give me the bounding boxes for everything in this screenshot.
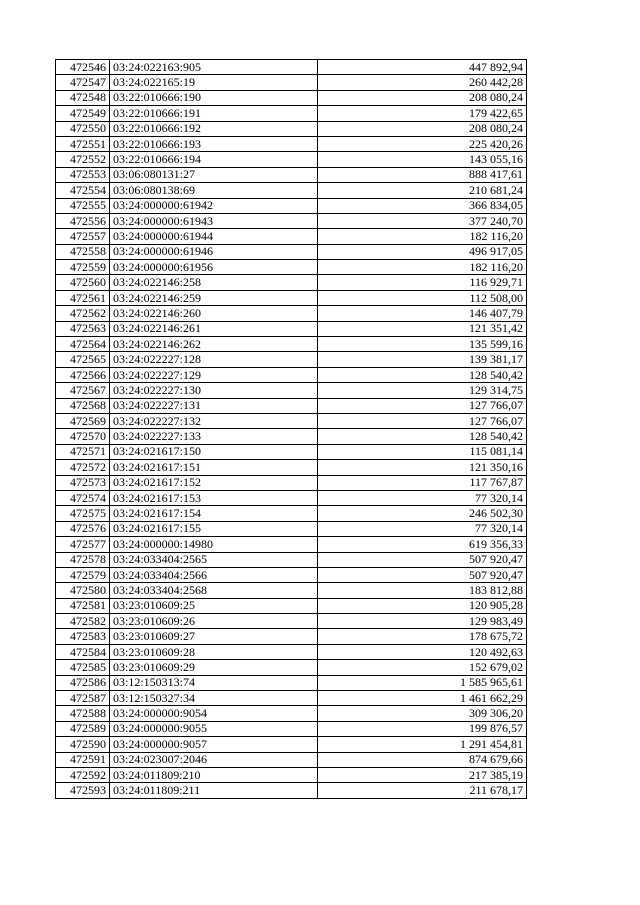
cadastral-value-cell: 146 407,79 [318,306,527,321]
row-number-cell: 472582 [56,614,110,629]
table-row [56,644,527,659]
table-row [56,444,527,459]
cadastral-number-cell: 03:24:023007:2046 [110,752,318,767]
row-number-cell: 472556 [56,213,110,228]
row-number-cell: 472586 [56,675,110,690]
table-row [56,475,527,490]
row-number-cell: 472554 [56,183,110,198]
row-number-cell: 472562 [56,306,110,321]
cadastral-number-cell: 03:22:010666:192 [110,121,318,136]
cadastral-value-cell: 208 080,24 [318,90,527,105]
cadastral-number-cell: 03:24:022146:258 [110,275,318,290]
row-number-cell: 472565 [56,352,110,367]
cadastral-value-cell: 309 306,20 [318,706,527,721]
cadastral-value-cell: 210 681,24 [318,183,527,198]
row-number-cell: 472564 [56,337,110,352]
cadastral-number-cell: 03:24:000000:61943 [110,213,318,228]
cadastral-value-cell: 496 917,05 [318,244,527,259]
cadastral-number-cell: 03:24:021617:151 [110,460,318,475]
cadastral-value-cell: 121 351,42 [318,321,527,336]
table-row [56,552,527,567]
cadastral-number-cell: 03:24:033404:2568 [110,583,318,598]
cadastral-number-cell: 03:23:010609:28 [110,644,318,659]
cadastral-number-cell: 03:23:010609:27 [110,629,318,644]
cadastral-value-cell: 135 599,16 [318,337,527,352]
cadastral-value-cell: 112 508,00 [318,290,527,305]
row-number-cell: 472584 [56,644,110,659]
cadastral-value-cell: 129 983,49 [318,614,527,629]
row-number-cell: 472593 [56,783,110,798]
cadastral-number-cell: 03:24:021617:154 [110,506,318,521]
cadastral-number-cell: 03:22:010666:193 [110,136,318,151]
cadastral-value-cell: 115 081,14 [318,444,527,459]
table-row [56,60,527,75]
cadastral-number-cell: 03:24:022146:259 [110,290,318,305]
row-number-cell: 472590 [56,737,110,752]
cadastral-value-table [55,59,527,799]
table-row [56,275,527,290]
cadastral-number-cell: 03:06:080131:27 [110,167,318,182]
row-number-cell: 472563 [56,321,110,336]
cadastral-value-cell: 152 679,02 [318,660,527,675]
row-number-cell: 472576 [56,521,110,536]
row-number-cell: 472588 [56,706,110,721]
cadastral-value-cell: 1 291 454,81 [318,737,527,752]
table-row [56,460,527,475]
row-number-cell: 472555 [56,198,110,213]
table-row [56,183,527,198]
table-row [56,121,527,136]
row-number-cell: 472559 [56,260,110,275]
cadastral-number-cell: 03:24:021617:155 [110,521,318,536]
table-row [56,106,527,121]
table-row [56,244,527,259]
cadastral-value-cell: 127 766,07 [318,413,527,428]
cadastral-number-cell: 03:24:033404:2565 [110,552,318,567]
cadastral-value-cell: 874 679,66 [318,752,527,767]
cadastral-number-cell: 03:24:021617:152 [110,475,318,490]
row-number-cell: 472551 [56,136,110,151]
cadastral-number-cell: 03:24:011809:211 [110,783,318,798]
cadastral-value-cell: 182 116,20 [318,229,527,244]
cadastral-value-cell: 888 417,61 [318,167,527,182]
table-row [56,352,527,367]
cadastral-number-cell: 03:24:000000:61946 [110,244,318,259]
cadastral-value-cell: 447 892,94 [318,60,527,75]
row-number-cell: 472560 [56,275,110,290]
row-number-cell: 472574 [56,490,110,505]
cadastral-value-cell: 120 905,28 [318,598,527,613]
cadastral-value-cell: 260 442,28 [318,75,527,90]
table-row [56,398,527,413]
cadastral-number-cell: 03:24:000000:9057 [110,737,318,752]
table-row [56,413,527,428]
cadastral-value-cell: 1 461 662,29 [318,691,527,706]
row-number-cell: 472583 [56,629,110,644]
row-number-cell: 472580 [56,583,110,598]
cadastral-value-cell: 246 502,30 [318,506,527,521]
cadastral-number-cell: 03:24:022227:131 [110,398,318,413]
cadastral-number-cell: 03:24:000000:61942 [110,198,318,213]
cadastral-value-cell: 179 422,65 [318,106,527,121]
table-row [56,90,527,105]
row-number-cell: 472566 [56,367,110,382]
table-row [56,783,527,798]
row-number-cell: 472592 [56,767,110,782]
row-number-cell: 472589 [56,721,110,736]
table-row [56,706,527,721]
cadastral-number-cell: 03:24:000000:61956 [110,260,318,275]
cadastral-number-cell: 03:24:021617:150 [110,444,318,459]
cadastral-number-cell: 03:12:150327:34 [110,691,318,706]
row-number-cell: 472561 [56,290,110,305]
cadastral-value-cell: 128 540,42 [318,429,527,444]
cadastral-value-cell: 128 540,42 [318,367,527,382]
cadastral-value-cell: 178 675,72 [318,629,527,644]
table-row [56,614,527,629]
cadastral-number-cell: 03:24:000000:14980 [110,537,318,552]
row-number-cell: 472570 [56,429,110,444]
table-row [56,675,527,690]
cadastral-value-cell: 507 920,47 [318,552,527,567]
table-row [56,321,527,336]
cadastral-number-cell: 03:24:000000:9055 [110,721,318,736]
cadastral-number-cell: 03:23:010609:25 [110,598,318,613]
table-row [56,383,527,398]
cadastral-number-cell: 03:06:080138:69 [110,183,318,198]
row-number-cell: 472573 [56,475,110,490]
cadastral-number-cell: 03:24:022227:133 [110,429,318,444]
cadastral-value-cell: 127 766,07 [318,398,527,413]
cadastral-number-cell: 03:24:011809:210 [110,767,318,782]
cadastral-value-cell: 225 420,26 [318,136,527,151]
table-row [56,691,527,706]
table-row [56,490,527,505]
table-row [56,767,527,782]
cadastral-value-cell: 121 350,16 [318,460,527,475]
row-number-cell: 472581 [56,598,110,613]
table-row [56,537,527,552]
cadastral-number-cell: 03:24:033404:2566 [110,567,318,582]
row-number-cell: 472557 [56,229,110,244]
row-number-cell: 472575 [56,506,110,521]
row-number-cell: 472548 [56,90,110,105]
cadastral-value-cell: 139 381,17 [318,352,527,367]
cadastral-value-cell: 211 678,17 [318,783,527,798]
table-row [56,136,527,151]
row-number-cell: 472591 [56,752,110,767]
cadastral-value-cell: 208 080,24 [318,121,527,136]
table-body [56,60,527,799]
table-row [56,752,527,767]
row-number-cell: 472550 [56,121,110,136]
table-row [56,598,527,613]
table-row [56,290,527,305]
cadastral-number-cell: 03:24:022163:905 [110,60,318,75]
cadastral-number-cell: 03:24:022146:262 [110,337,318,352]
cadastral-value-cell: 120 492,63 [318,644,527,659]
row-number-cell: 472553 [56,167,110,182]
cadastral-value-cell: 117 767,87 [318,475,527,490]
row-number-cell: 472568 [56,398,110,413]
cadastral-number-cell: 03:24:022165:19 [110,75,318,90]
row-number-cell: 472587 [56,691,110,706]
cadastral-number-cell: 03:24:000000:9054 [110,706,318,721]
row-number-cell: 472547 [56,75,110,90]
cadastral-number-cell: 03:22:010666:191 [110,106,318,121]
cadastral-value-cell: 116 929,71 [318,275,527,290]
table-row [56,660,527,675]
table-row [56,152,527,167]
table-row [56,737,527,752]
cadastral-number-cell: 03:23:010609:26 [110,614,318,629]
cadastral-number-cell: 03:24:022146:260 [110,306,318,321]
cadastral-value-cell: 1 585 965,61 [318,675,527,690]
table-row [56,429,527,444]
cadastral-number-cell: 03:24:000000:61944 [110,229,318,244]
table-row [56,629,527,644]
cadastral-value-cell: 77 320,14 [318,521,527,536]
cadastral-value-cell: 377 240,70 [318,213,527,228]
cadastral-value-cell: 143 055,16 [318,152,527,167]
table-row [56,213,527,228]
cadastral-value-cell: 199 876,57 [318,721,527,736]
cadastral-value-cell: 77 320,14 [318,490,527,505]
cadastral-number-cell: 03:24:022146:261 [110,321,318,336]
table-row [56,167,527,182]
row-number-cell: 472585 [56,660,110,675]
table-row [56,75,527,90]
cadastral-number-cell: 03:23:010609:29 [110,660,318,675]
cadastral-value-cell: 217 385,19 [318,767,527,782]
table-row [56,506,527,521]
table-row [56,260,527,275]
row-number-cell: 472578 [56,552,110,567]
cadastral-number-cell: 03:22:010666:190 [110,90,318,105]
row-number-cell: 472546 [56,60,110,75]
row-number-cell: 472558 [56,244,110,259]
cadastral-value-cell: 366 834,05 [318,198,527,213]
cadastral-value-cell: 619 356,33 [318,537,527,552]
table-row [56,521,527,536]
table-row [56,337,527,352]
cadastral-number-cell: 03:24:022227:128 [110,352,318,367]
row-number-cell: 472567 [56,383,110,398]
cadastral-value-cell: 183 812,88 [318,583,527,598]
cadastral-number-cell: 03:24:022227:130 [110,383,318,398]
cadastral-value-cell: 129 314,75 [318,383,527,398]
table-row [56,229,527,244]
row-number-cell: 472549 [56,106,110,121]
cadastral-number-cell: 03:24:021617:153 [110,490,318,505]
cadastral-value-cell: 507 920,47 [318,567,527,582]
table-row [56,721,527,736]
cadastral-value-cell: 182 116,20 [318,260,527,275]
table-row [56,198,527,213]
row-number-cell: 472577 [56,537,110,552]
row-number-cell: 472579 [56,567,110,582]
cadastral-number-cell: 03:24:022227:129 [110,367,318,382]
cadastral-number-cell: 03:24:022227:132 [110,413,318,428]
row-number-cell: 472552 [56,152,110,167]
row-number-cell: 472572 [56,460,110,475]
table-row [56,367,527,382]
cadastral-number-cell: 03:12:150313:74 [110,675,318,690]
cadastral-number-cell: 03:22:010666:194 [110,152,318,167]
row-number-cell: 472569 [56,413,110,428]
table-row [56,567,527,582]
table-row [56,583,527,598]
table-row [56,306,527,321]
row-number-cell: 472571 [56,444,110,459]
